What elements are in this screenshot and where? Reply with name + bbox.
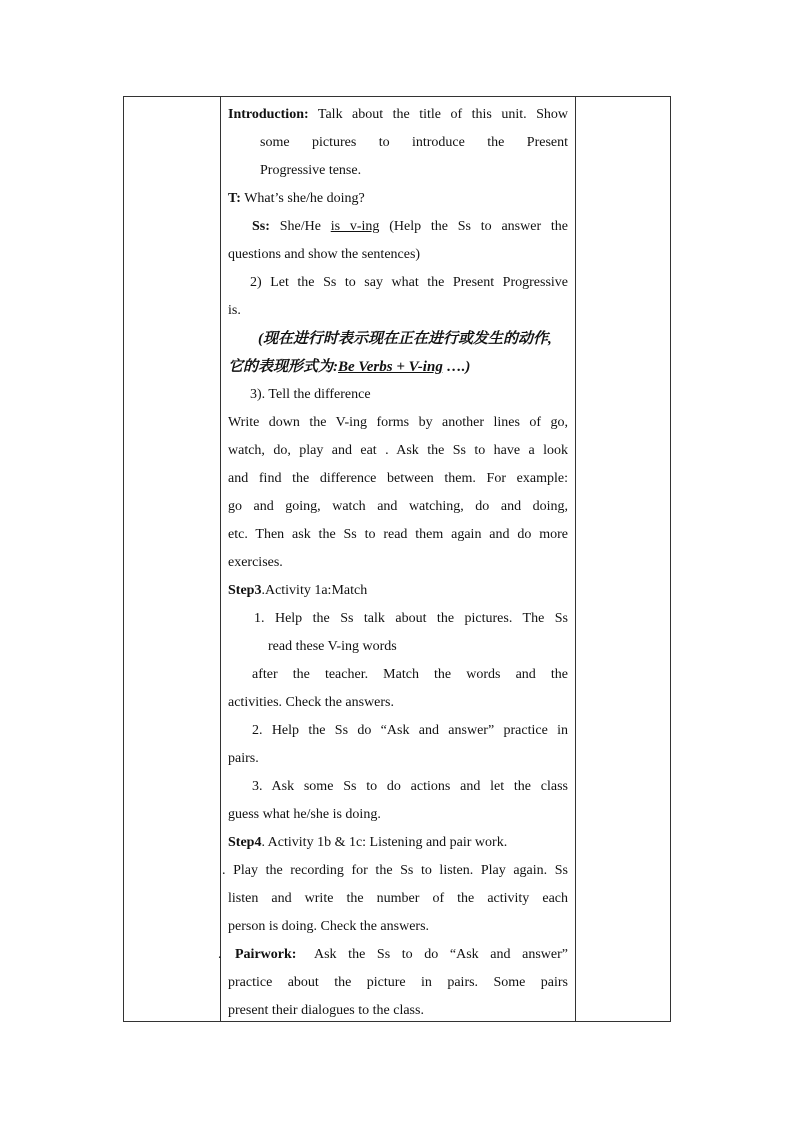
step4-item2-line: Ask the Ss to do “Ask and answer” (314, 947, 568, 962)
item3-line: exercises. (228, 555, 283, 570)
intro-line-2: some pictures to introduce the Present (260, 135, 568, 150)
step3-item2-line: pairs. (228, 751, 259, 766)
column-divider-left (220, 97, 221, 1021)
chinese-note-line-1: (现在进行时表示现在正在进行或发生的动作, (258, 331, 552, 347)
item3-line: and find the difference between them. For example: (228, 471, 568, 486)
item3-line: go and going, watch and watching, do and doing, (228, 499, 568, 514)
chinese-note-line-2: 它的表现形式为:Be Verbs + V-ing ….) (228, 359, 471, 375)
column-divider-right (575, 97, 576, 1021)
item3-line: watch, do, play and eat . Ask the Ss to have a look (228, 443, 568, 458)
step4-item2-num: . (218, 947, 222, 962)
step4-heading: Step4. Activity 1b & 1c: Listening and pair work. (228, 835, 508, 850)
item2-line-2: is. (228, 303, 241, 318)
step3-item1-line: 1. Help the Ss talk about the pictures. The Ss (254, 611, 568, 626)
step3-item2-line: 2. Help the Ss do “Ask and answer” practice in (252, 723, 568, 738)
intro-label: Introduction: (228, 107, 309, 122)
item3-line: Write down the V-ing forms by another lines of go, (228, 415, 568, 430)
step4-item2-line: practice about the picture in pairs. Some pairs (228, 975, 568, 990)
step3-item3-line: 3. Ask some Ss to do actions and let the class (252, 779, 568, 794)
step3-item1-line: read these V-ing words (268, 639, 397, 654)
step3-item1-line: activities. Check the answers. (228, 695, 395, 710)
intro-line-3: Progressive tense. (260, 163, 362, 178)
step3-heading: Step3.Activity 1a:Match (228, 583, 368, 598)
teacher-question: T: What’s she/he doing? (228, 191, 365, 206)
formula: Be Verbs + V-ing (338, 359, 443, 375)
step4-item1-line: listen and write the number of the activity each (228, 891, 568, 906)
pairwork-label: Pairwork: (235, 947, 297, 962)
step4-item1-line: . Play the recording for the Ss to listen. Play again. Ss (222, 863, 568, 878)
intro-line-1: Introduction: Talk about the title of this unit. Show (228, 107, 568, 122)
step4-item2-line: present their dialogues to the class. (228, 1003, 424, 1018)
students-answer-cont: questions and show the sentences) (228, 247, 421, 262)
underlined-pattern: is v-ing (330, 219, 380, 234)
step3-label: Step3 (228, 583, 262, 598)
item3-title: 3). Tell the difference (250, 387, 371, 402)
step4-item1-line: person is doing. Check the answers. (228, 919, 430, 934)
students-answer-line: Ss: She/He is v-ing (Help the Ss to answer the (252, 219, 569, 234)
step4-label: Step4 (228, 835, 262, 850)
lesson-table (123, 96, 671, 1022)
item2-line-1: 2) Let the Ss to say what the Present Progressive (250, 275, 568, 290)
step3-item1-line: after the teacher. Match the words and the (252, 667, 568, 682)
step3-item3-line: guess what he/she is doing. (228, 807, 381, 822)
item3-line: etc. Then ask the Ss to read them again and do more (228, 527, 568, 542)
